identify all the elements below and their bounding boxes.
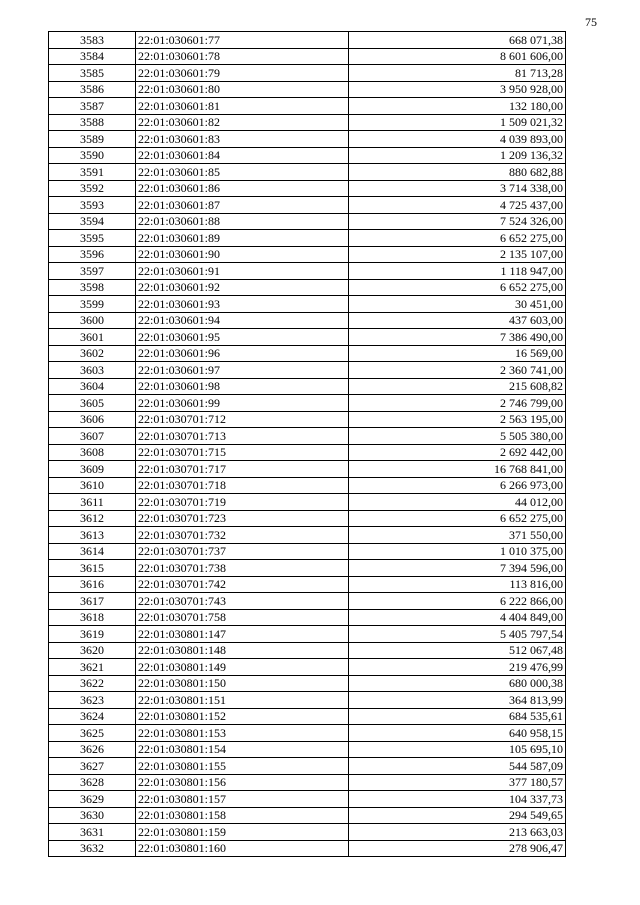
row-number-cell: 3585 bbox=[49, 65, 136, 82]
table-row bbox=[49, 65, 566, 82]
cadastral-value-cell: 640 958,15 bbox=[349, 725, 566, 742]
table-row bbox=[49, 428, 566, 445]
row-number-cell: 3617 bbox=[49, 593, 136, 610]
row-number-cell: 3630 bbox=[49, 807, 136, 824]
row-number-cell: 3623 bbox=[49, 692, 136, 709]
cadastral-number-cell: 22:01:030801:159 bbox=[136, 824, 349, 841]
cadastral-number-cell: 22:01:030801:149 bbox=[136, 659, 349, 676]
row-number-cell: 3621 bbox=[49, 659, 136, 676]
cadastral-value-cell: 7 394 596,00 bbox=[349, 560, 566, 577]
cadastral-value-table bbox=[48, 31, 566, 857]
cadastral-number-cell: 22:01:030801:154 bbox=[136, 741, 349, 758]
row-number-cell: 3594 bbox=[49, 213, 136, 230]
cadastral-number-cell: 22:01:030601:88 bbox=[136, 213, 349, 230]
cadastral-value-cell: 132 180,00 bbox=[349, 98, 566, 115]
table-row bbox=[49, 642, 566, 659]
cadastral-value-cell: 4 725 437,00 bbox=[349, 197, 566, 214]
cadastral-number-cell: 22:01:030701:743 bbox=[136, 593, 349, 610]
cadastral-value-cell: 5 405 797,54 bbox=[349, 626, 566, 643]
cadastral-number-cell: 22:01:030701:713 bbox=[136, 428, 349, 445]
cadastral-number-cell: 22:01:030601:82 bbox=[136, 114, 349, 131]
table-row bbox=[49, 791, 566, 808]
table-row bbox=[49, 576, 566, 593]
cadastral-number-cell: 22:01:030701:712 bbox=[136, 411, 349, 428]
table-row bbox=[49, 593, 566, 610]
cadastral-number-cell: 22:01:030601:77 bbox=[136, 32, 349, 49]
cadastral-value-cell: 8 601 606,00 bbox=[349, 48, 566, 65]
cadastral-value-cell: 4 404 849,00 bbox=[349, 609, 566, 626]
table-row bbox=[49, 230, 566, 247]
table-row bbox=[49, 807, 566, 824]
cadastral-value-cell: 2 360 741,00 bbox=[349, 362, 566, 379]
cadastral-value-cell: 377 180,57 bbox=[349, 774, 566, 791]
cadastral-number-cell: 22:01:030601:98 bbox=[136, 378, 349, 395]
table-row bbox=[49, 725, 566, 742]
cadastral-number-cell: 22:01:030601:85 bbox=[136, 164, 349, 181]
row-number-cell: 3631 bbox=[49, 824, 136, 841]
cadastral-value-cell: 5 505 380,00 bbox=[349, 428, 566, 445]
cadastral-value-cell: 6 266 973,00 bbox=[349, 477, 566, 494]
row-number-cell: 3595 bbox=[49, 230, 136, 247]
row-number-cell: 3588 bbox=[49, 114, 136, 131]
row-number-cell: 3609 bbox=[49, 461, 136, 478]
row-number-cell: 3587 bbox=[49, 98, 136, 115]
table-row bbox=[49, 180, 566, 197]
table-row bbox=[49, 32, 566, 49]
cadastral-value-cell: 544 587,09 bbox=[349, 758, 566, 775]
cadastral-value-cell: 684 535,61 bbox=[349, 708, 566, 725]
cadastral-number-cell: 22:01:030601:97 bbox=[136, 362, 349, 379]
cadastral-number-cell: 22:01:030701:732 bbox=[136, 527, 349, 544]
cadastral-value-cell: 880 682,88 bbox=[349, 164, 566, 181]
cadastral-number-cell: 22:01:030801:153 bbox=[136, 725, 349, 742]
cadastral-value-cell: 16 569,00 bbox=[349, 345, 566, 362]
row-number-cell: 3624 bbox=[49, 708, 136, 725]
cadastral-value-cell: 1 209 136,32 bbox=[349, 147, 566, 164]
cadastral-value-cell: 44 012,00 bbox=[349, 494, 566, 511]
cadastral-value-cell: 1 010 375,00 bbox=[349, 543, 566, 560]
cadastral-number-cell: 22:01:030601:91 bbox=[136, 263, 349, 280]
cadastral-value-cell: 81 713,28 bbox=[349, 65, 566, 82]
cadastral-number-cell: 22:01:030801:156 bbox=[136, 774, 349, 791]
row-number-cell: 3611 bbox=[49, 494, 136, 511]
row-number-cell: 3597 bbox=[49, 263, 136, 280]
table-row bbox=[49, 758, 566, 775]
row-number-cell: 3603 bbox=[49, 362, 136, 379]
cadastral-number-cell: 22:01:030601:87 bbox=[136, 197, 349, 214]
cadastral-value-cell: 364 813,99 bbox=[349, 692, 566, 709]
cadastral-number-cell: 22:01:030601:84 bbox=[136, 147, 349, 164]
table-row bbox=[49, 147, 566, 164]
row-number-cell: 3593 bbox=[49, 197, 136, 214]
row-number-cell: 3620 bbox=[49, 642, 136, 659]
cadastral-value-cell: 6 652 275,00 bbox=[349, 510, 566, 527]
cadastral-value-cell: 6 652 275,00 bbox=[349, 230, 566, 247]
cadastral-number-cell: 22:01:030801:148 bbox=[136, 642, 349, 659]
row-number-cell: 3592 bbox=[49, 180, 136, 197]
row-number-cell: 3614 bbox=[49, 543, 136, 560]
cadastral-number-cell: 22:01:030601:83 bbox=[136, 131, 349, 148]
row-number-cell: 3613 bbox=[49, 527, 136, 544]
cadastral-number-cell: 22:01:030601:95 bbox=[136, 329, 349, 346]
cadastral-value-cell: 294 549,65 bbox=[349, 807, 566, 824]
cadastral-value-cell: 105 695,10 bbox=[349, 741, 566, 758]
table-row bbox=[49, 362, 566, 379]
row-number-cell: 3616 bbox=[49, 576, 136, 593]
cadastral-number-cell: 22:01:030601:94 bbox=[136, 312, 349, 329]
row-number-cell: 3625 bbox=[49, 725, 136, 742]
table-row bbox=[49, 48, 566, 65]
cadastral-number-cell: 22:01:030801:157 bbox=[136, 791, 349, 808]
row-number-cell: 3627 bbox=[49, 758, 136, 775]
row-number-cell: 3598 bbox=[49, 279, 136, 296]
cadastral-number-cell: 22:01:030601:89 bbox=[136, 230, 349, 247]
row-number-cell: 3589 bbox=[49, 131, 136, 148]
table-row bbox=[49, 197, 566, 214]
cadastral-value-cell: 7 524 326,00 bbox=[349, 213, 566, 230]
table-row bbox=[49, 329, 566, 346]
cadastral-value-cell: 1 509 021,32 bbox=[349, 114, 566, 131]
cadastral-number-cell: 22:01:030701:717 bbox=[136, 461, 349, 478]
table-row bbox=[49, 164, 566, 181]
table-row bbox=[49, 444, 566, 461]
cadastral-number-cell: 22:01:030601:81 bbox=[136, 98, 349, 115]
row-number-cell: 3584 bbox=[49, 48, 136, 65]
table-row bbox=[49, 741, 566, 758]
cadastral-value-cell: 16 768 841,00 bbox=[349, 461, 566, 478]
table-row bbox=[49, 114, 566, 131]
cadastral-value-cell: 30 451,00 bbox=[349, 296, 566, 313]
cadastral-number-cell: 22:01:030701:758 bbox=[136, 609, 349, 626]
cadastral-number-cell: 22:01:030601:90 bbox=[136, 246, 349, 263]
table-row bbox=[49, 510, 566, 527]
table-row bbox=[49, 461, 566, 478]
row-number-cell: 3583 bbox=[49, 32, 136, 49]
cadastral-number-cell: 22:01:030701:718 bbox=[136, 477, 349, 494]
table-row bbox=[49, 543, 566, 560]
row-number-cell: 3600 bbox=[49, 312, 136, 329]
table-row bbox=[49, 378, 566, 395]
row-number-cell: 3602 bbox=[49, 345, 136, 362]
table-row bbox=[49, 263, 566, 280]
cadastral-value-cell: 215 608,82 bbox=[349, 378, 566, 395]
cadastral-value-cell: 113 816,00 bbox=[349, 576, 566, 593]
table-row bbox=[49, 279, 566, 296]
cadastral-number-cell: 22:01:030601:99 bbox=[136, 395, 349, 412]
table-row bbox=[49, 609, 566, 626]
row-number-cell: 3618 bbox=[49, 609, 136, 626]
row-number-cell: 3632 bbox=[49, 840, 136, 857]
table-row bbox=[49, 527, 566, 544]
cadastral-value-cell: 3 714 338,00 bbox=[349, 180, 566, 197]
page-number: 75 bbox=[585, 15, 597, 29]
cadastral-value-cell: 371 550,00 bbox=[349, 527, 566, 544]
cadastral-number-cell: 22:01:030801:152 bbox=[136, 708, 349, 725]
cadastral-value-cell: 2 563 195,00 bbox=[349, 411, 566, 428]
table-body bbox=[49, 32, 566, 857]
row-number-cell: 3608 bbox=[49, 444, 136, 461]
table-row bbox=[49, 477, 566, 494]
row-number-cell: 3622 bbox=[49, 675, 136, 692]
row-number-cell: 3619 bbox=[49, 626, 136, 643]
cadastral-number-cell: 22:01:030701:737 bbox=[136, 543, 349, 560]
cadastral-number-cell: 22:01:030601:79 bbox=[136, 65, 349, 82]
table-row bbox=[49, 213, 566, 230]
row-number-cell: 3596 bbox=[49, 246, 136, 263]
row-number-cell: 3590 bbox=[49, 147, 136, 164]
cadastral-number-cell: 22:01:030801:158 bbox=[136, 807, 349, 824]
row-number-cell: 3607 bbox=[49, 428, 136, 445]
table-row bbox=[49, 312, 566, 329]
cadastral-number-cell: 22:01:030701:715 bbox=[136, 444, 349, 461]
cadastral-number-cell: 22:01:030701:719 bbox=[136, 494, 349, 511]
cadastral-value-cell: 680 000,38 bbox=[349, 675, 566, 692]
row-number-cell: 3591 bbox=[49, 164, 136, 181]
cadastral-number-cell: 22:01:030601:80 bbox=[136, 81, 349, 98]
table-row bbox=[49, 774, 566, 791]
row-number-cell: 3604 bbox=[49, 378, 136, 395]
cadastral-value-cell: 219 476,99 bbox=[349, 659, 566, 676]
cadastral-value-cell: 6 652 275,00 bbox=[349, 279, 566, 296]
cadastral-value-cell: 512 067,48 bbox=[349, 642, 566, 659]
cadastral-value-cell: 213 663,03 bbox=[349, 824, 566, 841]
cadastral-number-cell: 22:01:030801:160 bbox=[136, 840, 349, 857]
cadastral-number-cell: 22:01:030701:723 bbox=[136, 510, 349, 527]
cadastral-value-cell: 278 906,47 bbox=[349, 840, 566, 857]
table-row bbox=[49, 675, 566, 692]
table-row bbox=[49, 824, 566, 841]
row-number-cell: 3586 bbox=[49, 81, 136, 98]
table-row bbox=[49, 626, 566, 643]
cadastral-number-cell: 22:01:030601:96 bbox=[136, 345, 349, 362]
row-number-cell: 3626 bbox=[49, 741, 136, 758]
cadastral-number-cell: 22:01:030701:738 bbox=[136, 560, 349, 577]
cadastral-number-cell: 22:01:030801:151 bbox=[136, 692, 349, 709]
cadastral-number-cell: 22:01:030601:93 bbox=[136, 296, 349, 313]
table-row bbox=[49, 840, 566, 857]
cadastral-number-cell: 22:01:030601:86 bbox=[136, 180, 349, 197]
cadastral-value-cell: 104 337,73 bbox=[349, 791, 566, 808]
cadastral-value-cell: 437 603,00 bbox=[349, 312, 566, 329]
table-row bbox=[49, 345, 566, 362]
cadastral-number-cell: 22:01:030601:92 bbox=[136, 279, 349, 296]
table-row bbox=[49, 131, 566, 148]
cadastral-value-cell: 3 950 928,00 bbox=[349, 81, 566, 98]
row-number-cell: 3599 bbox=[49, 296, 136, 313]
table-row bbox=[49, 246, 566, 263]
row-number-cell: 3601 bbox=[49, 329, 136, 346]
table-row bbox=[49, 560, 566, 577]
cadastral-value-cell: 1 118 947,00 bbox=[349, 263, 566, 280]
table-row bbox=[49, 81, 566, 98]
cadastral-number-cell: 22:01:030801:155 bbox=[136, 758, 349, 775]
cadastral-number-cell: 22:01:030701:742 bbox=[136, 576, 349, 593]
cadastral-value-cell: 7 386 490,00 bbox=[349, 329, 566, 346]
cadastral-value-cell: 668 071,38 bbox=[349, 32, 566, 49]
cadastral-value-cell: 6 222 866,00 bbox=[349, 593, 566, 610]
row-number-cell: 3628 bbox=[49, 774, 136, 791]
table-row bbox=[49, 296, 566, 313]
table-row bbox=[49, 659, 566, 676]
cadastral-number-cell: 22:01:030801:150 bbox=[136, 675, 349, 692]
row-number-cell: 3612 bbox=[49, 510, 136, 527]
cadastral-value-cell: 2 692 442,00 bbox=[349, 444, 566, 461]
row-number-cell: 3629 bbox=[49, 791, 136, 808]
table-row bbox=[49, 395, 566, 412]
row-number-cell: 3615 bbox=[49, 560, 136, 577]
cadastral-value-cell: 2 135 107,00 bbox=[349, 246, 566, 263]
cadastral-value-cell: 2 746 799,00 bbox=[349, 395, 566, 412]
table-row bbox=[49, 98, 566, 115]
cadastral-number-cell: 22:01:030601:78 bbox=[136, 48, 349, 65]
table-row bbox=[49, 494, 566, 511]
table-row bbox=[49, 692, 566, 709]
row-number-cell: 3606 bbox=[49, 411, 136, 428]
cadastral-number-cell: 22:01:030801:147 bbox=[136, 626, 349, 643]
cadastral-value-cell: 4 039 893,00 bbox=[349, 131, 566, 148]
table-row bbox=[49, 708, 566, 725]
row-number-cell: 3605 bbox=[49, 395, 136, 412]
table-row bbox=[49, 411, 566, 428]
row-number-cell: 3610 bbox=[49, 477, 136, 494]
